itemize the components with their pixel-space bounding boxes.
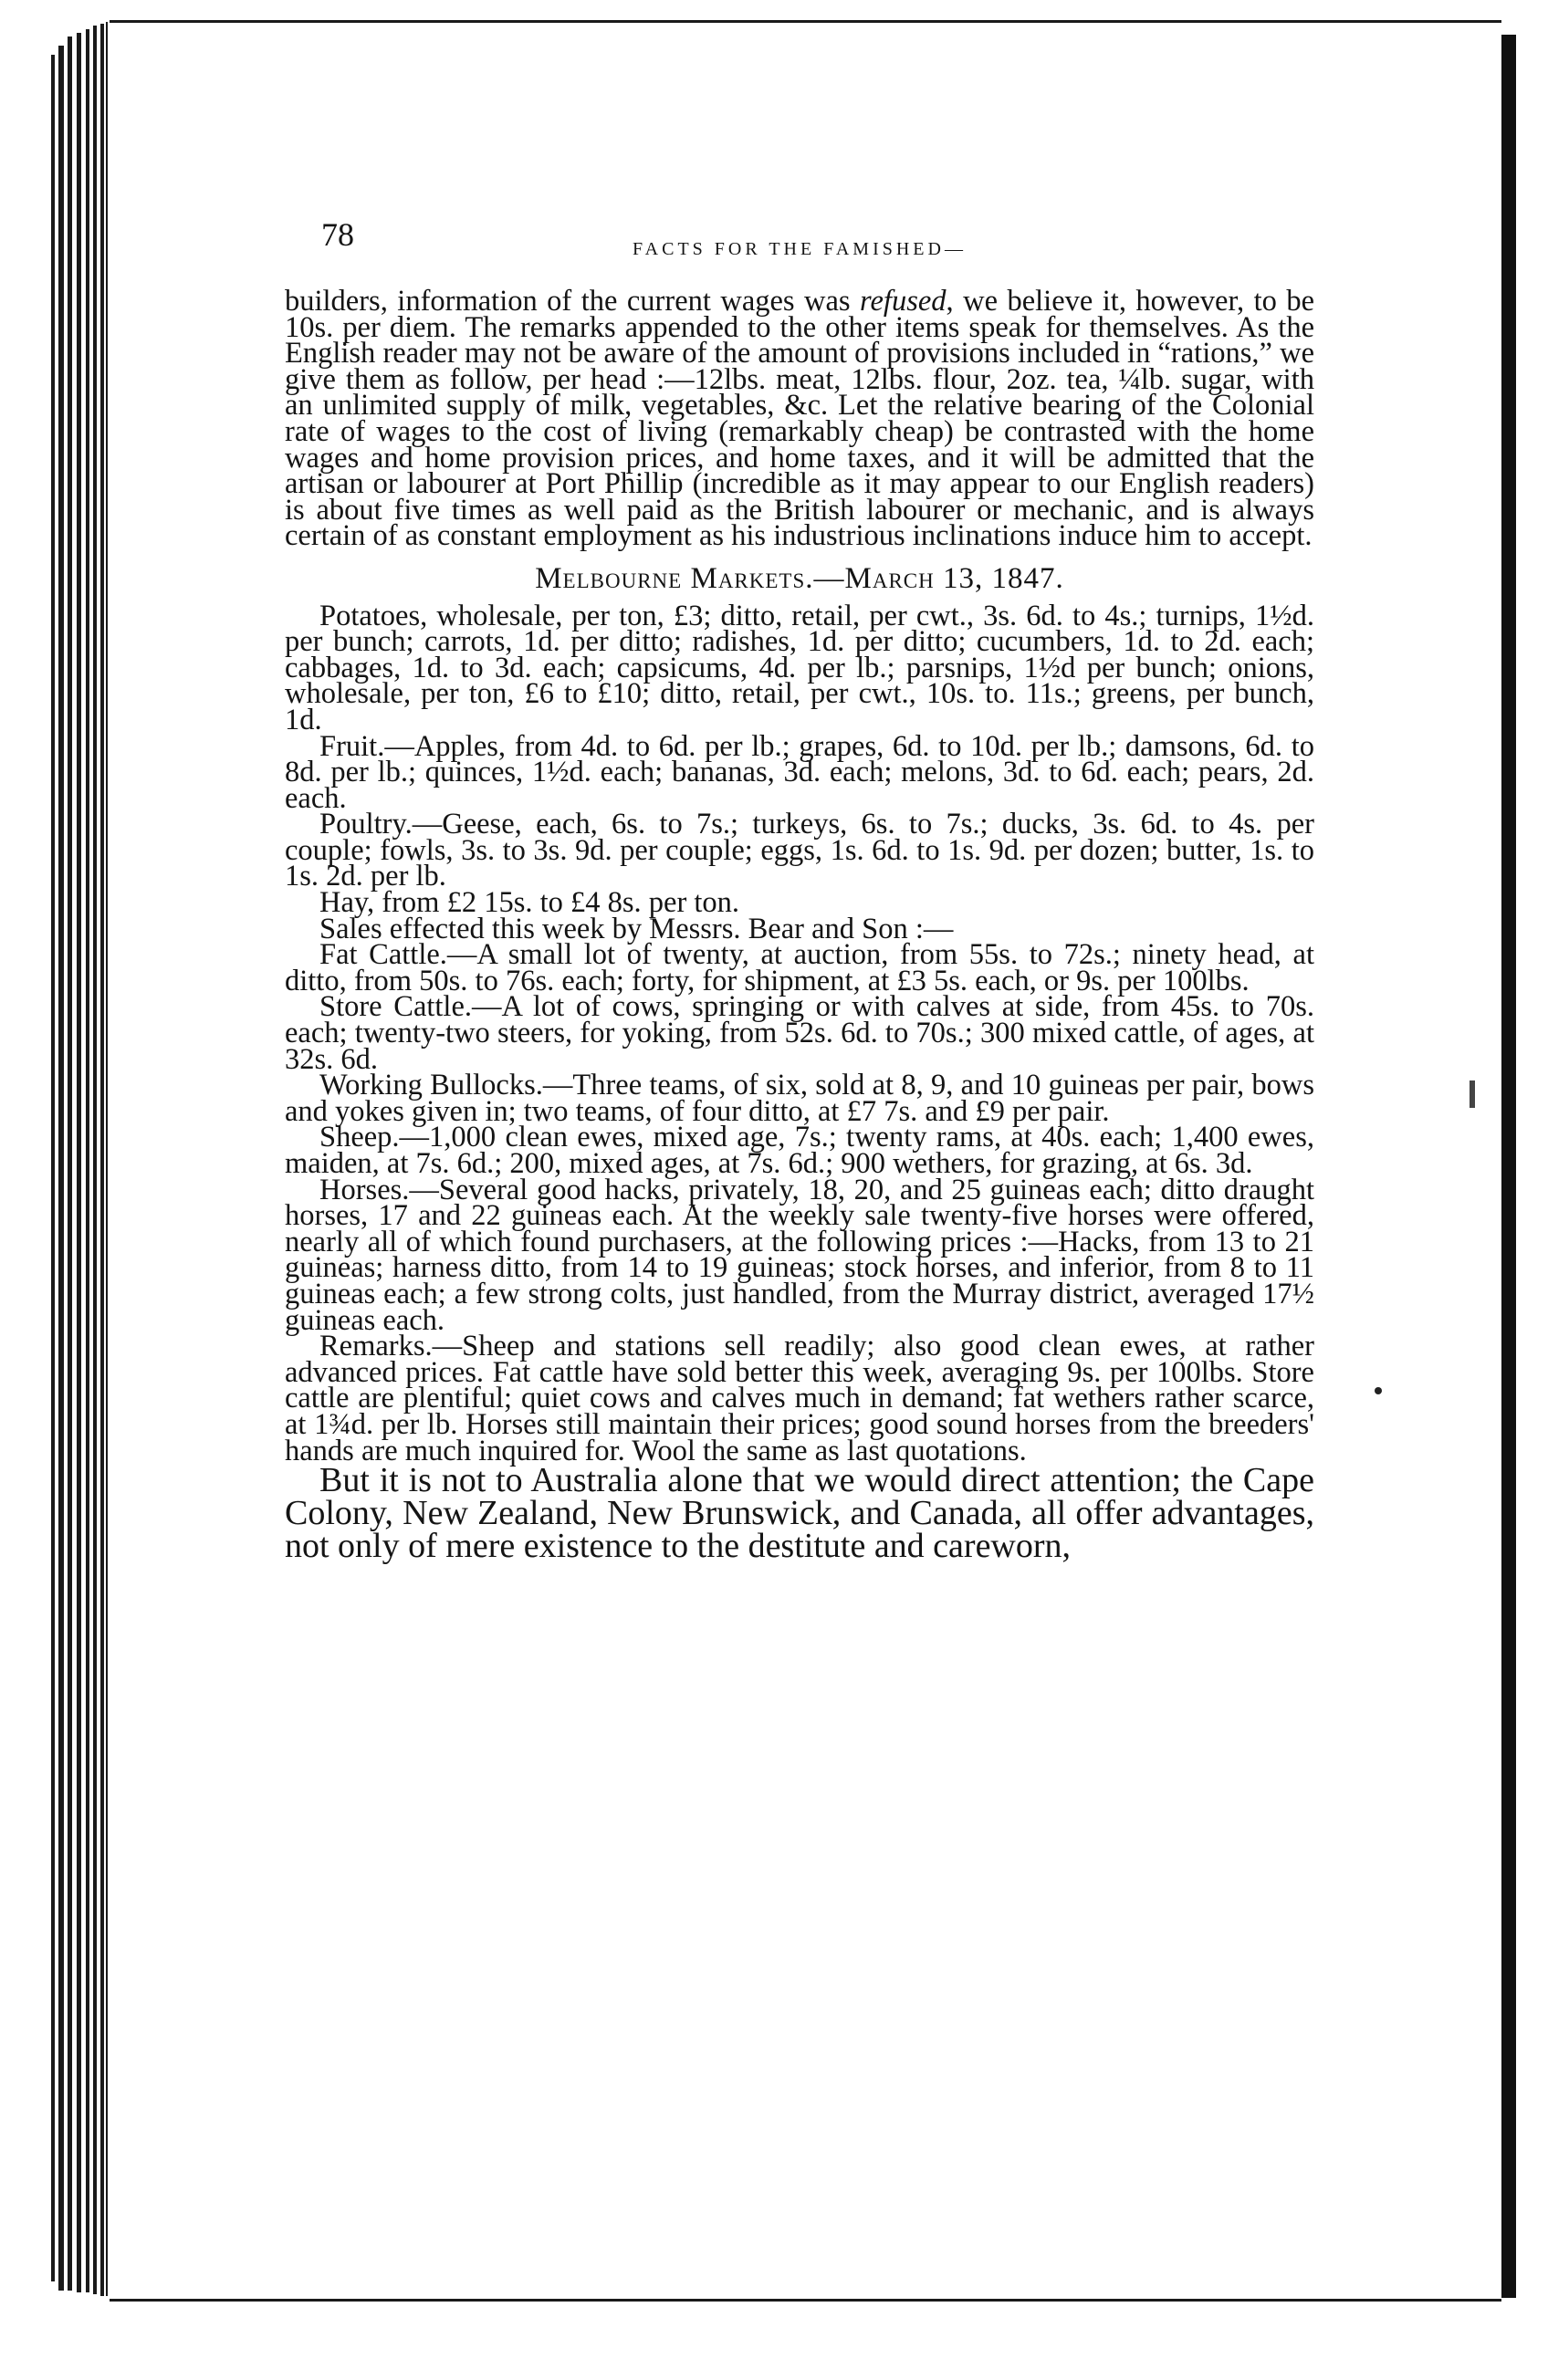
intro-paragraph bbox=[285, 285, 1314, 553]
book-edge bbox=[106, 22, 108, 2296]
book-edge bbox=[51, 55, 55, 2281]
market-paragraph-vegetables: Potatoes, wholesale, per ton, £3; ditto, retail, per cwt., 3s. 6d. to 4s.; turnips, 1½d. per bunch; carrots, 1d. per ditto; radishes, 1d. per ditto; cucumbers, 1d. to 2d. each; cabbages, 1d. to 3d. each; capsicums, 4d. per lb.; parsnips, 1½d per bunch; onions, wholesale, per ton, £6 to £10; ditto, retail, per cwt., 10s. to. 11s.; greens, per bunch, 1d. bbox=[285, 599, 1314, 736]
intro-text-start: builders, information of the current wages was bbox=[285, 285, 861, 318]
body-text bbox=[285, 285, 1314, 1566]
closing-paragraph: But it is not to Australia alone that we would direct attention; the Cape Colony, New Zealand, New Brunswick, and Canada, all offer advantages, not only of mere existence to the destitute and careworn, bbox=[285, 1461, 1314, 1566]
market-paragraph-fat-cattle: Fat Cattle.—A small lot of twenty, at auction, from 55s. to 72s.; ninety head, at ditto, from 50s. to 76s. each; forty, for shipment, at £3 5s. each, or 9s. per 100lbs. bbox=[285, 938, 1314, 997]
book-edge bbox=[100, 24, 104, 2296]
market-paragraph-remarks: Remarks.—Sheep and stations sell readily; also good clean ewes, at rather advanced prices. Fat cattle have sold better this week, averaging 9s. per 100lbs. Store cattle are plentiful; quiet cows and calves much in demand; fat wethers rather scarce, at 1¾d. per lb. Horses still maintain their prices; good sound horses from the breeders' hands are much inquired for. Wool the same as last quotations. bbox=[285, 1330, 1314, 1467]
section-heading-date: —March 13, 1847. bbox=[813, 561, 1064, 595]
book-edge bbox=[58, 46, 64, 2291]
book-edge bbox=[93, 26, 97, 2294]
page-number: 78 bbox=[321, 216, 354, 253]
page-header bbox=[285, 212, 1314, 285]
scan-mark bbox=[1470, 1080, 1475, 1108]
market-paragraph-fruit: Fruit.—Apples, from 4d. to 6d. per lb.; grapes, 6d. to 10d. per lb.; damsons, 6d. to 8d. per lb.; quinces, 1½d. each; bananas, 3d. each; melons, 3d. to 6d. each; pears, 2d. each. bbox=[285, 729, 1314, 815]
ink-dot bbox=[1375, 1387, 1382, 1394]
section-heading bbox=[285, 561, 1314, 595]
section-heading-title: Melbourne Markets. bbox=[535, 561, 814, 595]
market-paragraph-hay: Hay, from £2 15s. to £4 8s. per ton. bbox=[319, 886, 740, 920]
intro-text-rest: , we believe it, however, to be 10s. per diem. The remarks appended to the other items speak for themselves. As the English reader may not be aware of the amount of provisions included in “rations,” we give them as follow, per head :—12lbs. meat, 12lbs. flour, 2oz. tea, ¼lb. sugar, with an unlimited supply of milk, vegetables, &c. Let the relative bearing of the Colonial rate of wages to the cost of living (remarkably cheap) be contrasted with the home wages and home provision prices, and home taxes, and it will be admitted that the artisan or labourer at Port Phillip (incredible as it may appear to our English readers) is about five times as well paid as the British labourer or mechanic, and is always certain of as constant employment as his industrious inclinations induce him to accept. bbox=[285, 285, 1314, 553]
book-edge bbox=[77, 33, 81, 2292]
market-paragraph-working-bullocks: Working Bullocks.—Three teams, of six, sold at 8, 9, and 10 guineas per pair, bows and yokes given in; two teams, of four ditto, at £7 7s. and £9 per pair. bbox=[285, 1069, 1314, 1128]
page-content bbox=[285, 212, 1314, 1566]
emphasis-refused: refused bbox=[860, 285, 947, 318]
market-report bbox=[285, 599, 1314, 1467]
market-paragraph-horses: Horses.—Several good hacks, privately, 18, 20, and 25 guineas each; ditto draught horses, 17 and 22 guineas each. At the weekly sale twenty-five horses were offered, nearly all of which found purchasers, at the following prices :—Hacks, from 13 to 21 guineas; harness ditto, from 14 to 19 guineas; stock horses, and inferior, from 8 to 11 guineas each; a few strong colts, just handled, from the Murray district, averaged 17½ guineas each. bbox=[285, 1173, 1314, 1337]
market-paragraph-poultry: Poultry.—Geese, each, 6s. to 7s.; turkeys, 6s. to 7s.; ducks, 3s. 6d. to 4s. per couple; fowls, 3s. to 3s. 9d. per couple; eggs, 1s. 6d. to 1s. 9d. per dozen; butter, 1s. to 1s. 2d. per lb. bbox=[285, 808, 1314, 893]
book-edge bbox=[68, 37, 72, 2291]
book-edge bbox=[86, 29, 89, 2292]
running-head: FACTS FOR THE FAMISHED— bbox=[633, 239, 967, 259]
market-paragraph-sheep: Sheep.—1,000 clean ewes, mixed age, 7s.; twenty rams, at 40s. each; 1,400 ewes, maiden, at 7s. 6d.; 200, mixed ages, at 7s. 6d.; 900 wethers, for grazing, at 6s. 3d. bbox=[285, 1121, 1314, 1180]
next-page-edge bbox=[1501, 35, 1516, 2298]
market-paragraph-store-cattle: Store Cattle.—A lot of cows, springing or with calves at side, from 45s. to 70s. each; twenty-two steers, for yoking, from 52s. 6d. to 70s.; 300 mixed cattle, of ages, at 32s. 6d. bbox=[285, 990, 1314, 1076]
market-paragraph-sales: Sales effected this week by Messrs. Bear and Son :— bbox=[319, 912, 954, 945]
